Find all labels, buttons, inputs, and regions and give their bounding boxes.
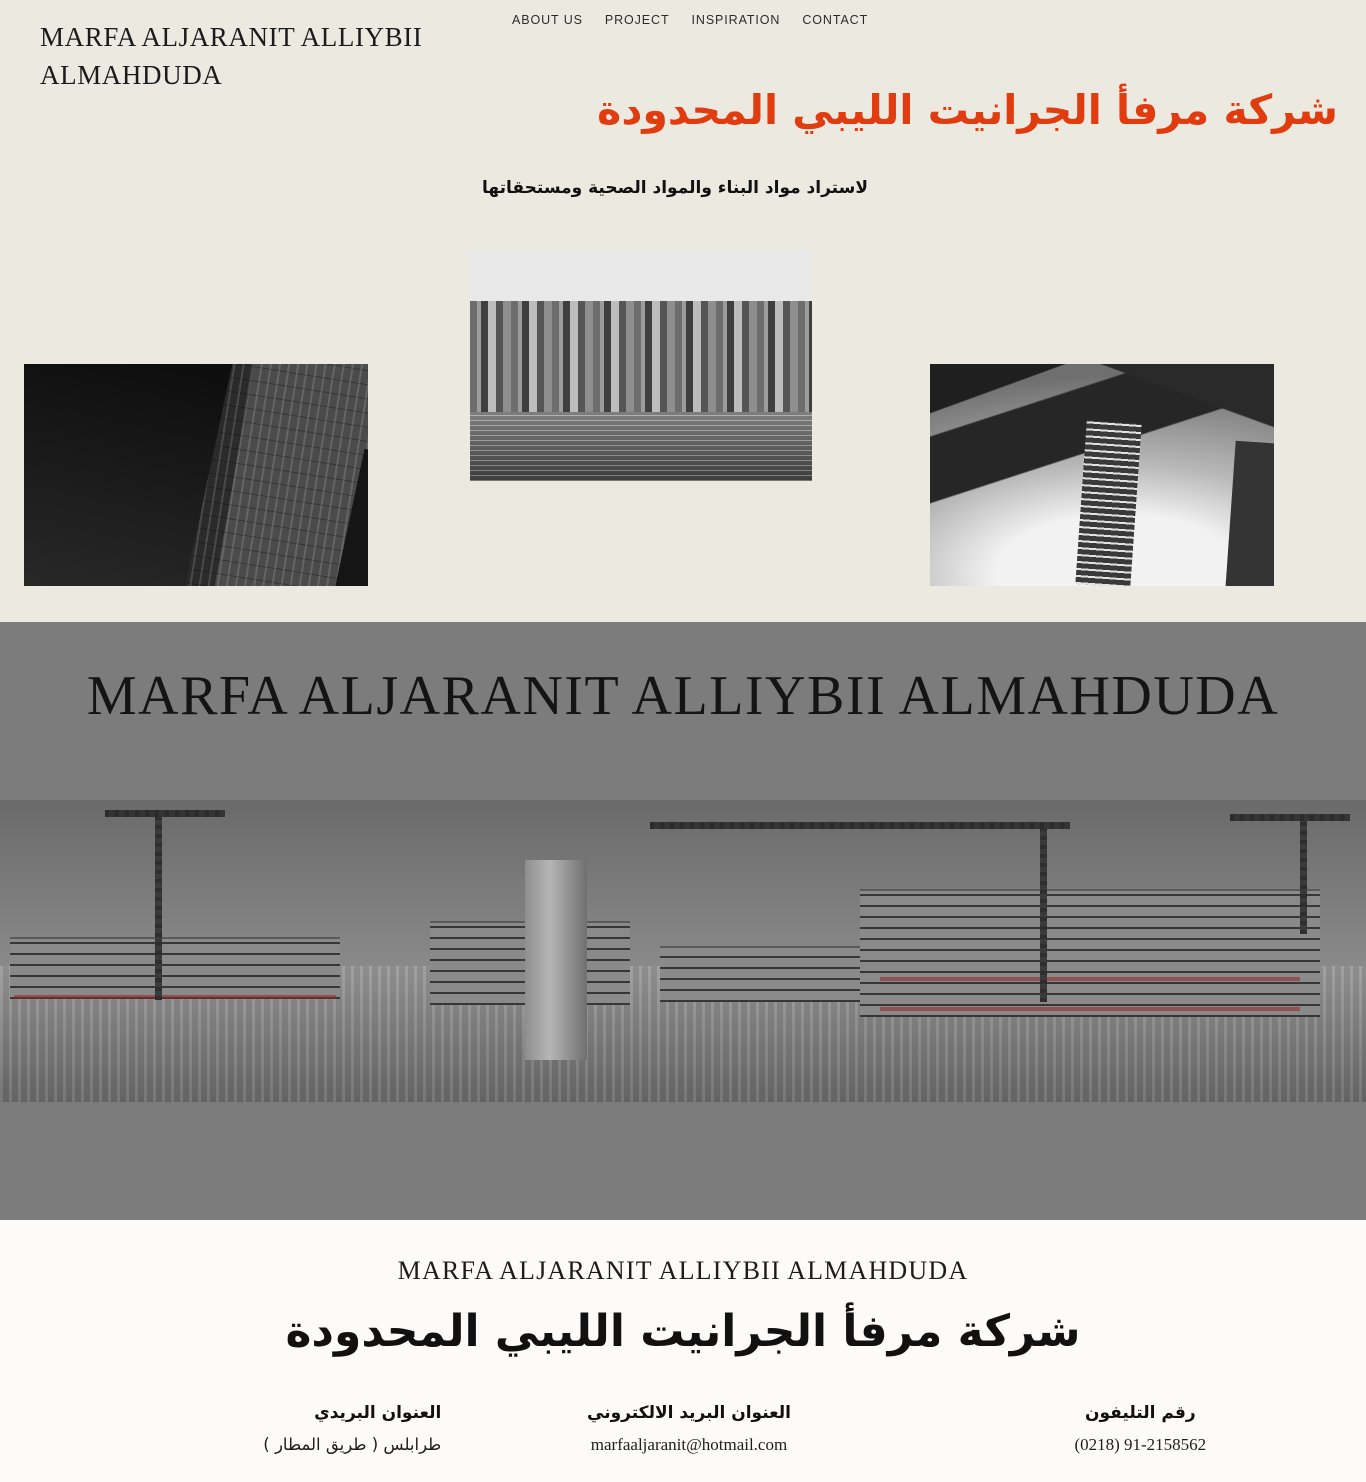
contact-label-phone: رقم التليفون: [1085, 1403, 1196, 1423]
crane-jib: [105, 810, 225, 817]
gallery-image-center: [470, 250, 812, 481]
crane-jib: [650, 822, 1070, 829]
contact-row: [0, 1403, 1366, 1455]
contact-column-email: [463, 1403, 914, 1455]
tower-crane-left: [155, 810, 165, 1000]
red-accent-line-right-lower: [880, 1007, 1300, 1011]
construction-site-photo: [0, 800, 1366, 1102]
nav-item-inspiration[interactable]: INSPIRATION: [691, 13, 781, 27]
contact-label-address: العنوان البريدي: [314, 1403, 442, 1423]
glass-tower-photo-art: [930, 364, 1274, 586]
footer-title-latin: MARFA ALJARANIT ALLIYBII ALMAHDUDA: [397, 1256, 969, 1285]
skyline-photo-art: [470, 250, 812, 481]
skyscraper-photo-art: [24, 364, 368, 586]
tagline-arabic: لاستراد مواد البناء والمواد الصحية ومستحقاتها: [482, 178, 868, 198]
tower-crane-center: [1040, 822, 1050, 1002]
crane-mast: [155, 810, 162, 1000]
contact-label-email: العنوان البريد الالكتروني: [587, 1403, 791, 1423]
brand-latin-title: MARFA ALJARANIT ALLIYBII ALMAHDUDA: [40, 22, 423, 91]
contact-column-address: [0, 1403, 463, 1455]
red-accent-line-right: [880, 977, 1300, 981]
building-block-left: [10, 937, 340, 999]
contact-value-email[interactable]: marfaaljaranit@hotmail.com: [590, 1435, 788, 1454]
building-block-center-wide: [660, 946, 860, 1002]
banner-title: MARFA ALJARANIT ALLIYBII ALMAHDUDA: [86, 665, 1280, 727]
contact-column-phone: [915, 1403, 1366, 1455]
crane-mast: [1040, 822, 1047, 1002]
main-navigation: [512, 13, 868, 27]
gallery-image-right: [930, 364, 1274, 586]
brand-arabic-title: شركة مرفأ الجرانيت الليبي المحدودة: [597, 86, 1338, 134]
nav-item-contact[interactable]: CONTACT: [802, 13, 869, 27]
building-block-right: [860, 889, 1320, 1017]
crane-mast: [1300, 814, 1307, 934]
footer-title-arabic: شركة مرفأ الجرانيت الليبي المحدودة: [285, 1306, 1081, 1357]
banner-section: [0, 622, 1366, 1220]
nav-item-about-us[interactable]: ABOUT US: [512, 13, 583, 27]
footer-section: [0, 1220, 1366, 1482]
tower-crane-right: [1300, 814, 1310, 934]
nav-item-project[interactable]: PROJECT: [604, 13, 670, 27]
concrete-core-tower: [525, 860, 587, 1060]
contact-value-phone[interactable]: (0218) 91-2158562: [1074, 1435, 1207, 1454]
contact-value-address: طرابلس ( طريق المطار ): [263, 1435, 442, 1454]
gallery-image-left: [24, 364, 368, 586]
crane-jib: [1230, 814, 1350, 821]
hero-section: [0, 0, 1366, 622]
red-accent-line-left: [14, 995, 336, 999]
